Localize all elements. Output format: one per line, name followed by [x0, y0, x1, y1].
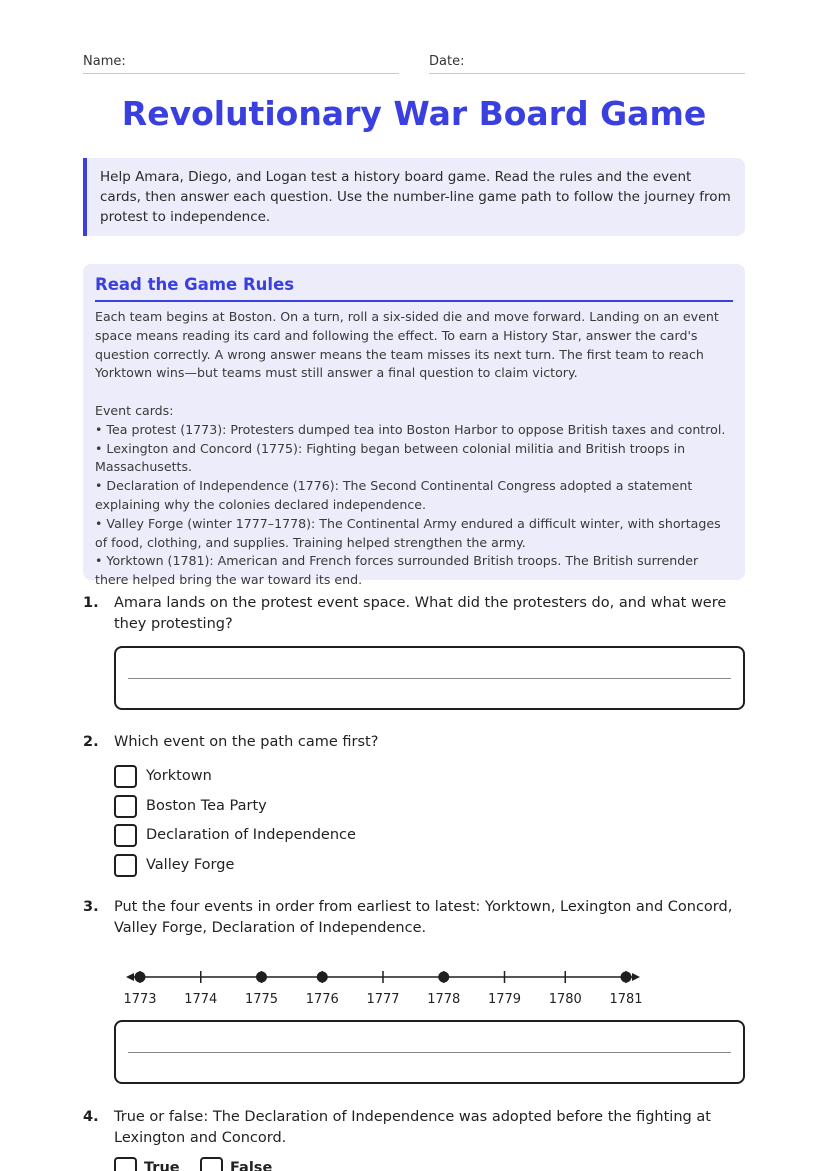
- question-2: [83, 732, 745, 753]
- rules-paragraph: Each team begins at Boston. On a turn, roll a six-sided die and move forward. Landing on an event space means reading its card and following the effect. To earn a History Star, answer the card's question correctly. A wrong answer means the team misses its next turn. The first team to reach Yorktown wins—but teams must still answer a final question to claim victory.: [95, 309, 719, 381]
- option-false[interactable]: [200, 1156, 272, 1171]
- number-line-point: [438, 972, 449, 983]
- event-card: • Declaration of Independence (1776): The Second Continental Congress adopted a statement explaining why the colonies declared independence.: [95, 478, 693, 512]
- checkbox[interactable]: [114, 1157, 137, 1171]
- name-field[interactable]: [83, 50, 399, 74]
- event-card: • Lexington and Concord (1775): Fighting began between colonial militia and British troops in Massachusetts.: [95, 440, 686, 475]
- answer-line: [128, 1052, 731, 1053]
- number-line-tick-label: 1780: [548, 992, 582, 1007]
- number-line-tick-label: 1773: [123, 992, 157, 1007]
- question-4: [83, 1107, 745, 1149]
- answer-box-1[interactable]: [114, 646, 745, 710]
- date-label: Date:: [429, 54, 465, 69]
- option-label: Boston Tea Party: [146, 798, 267, 814]
- question-number: 1.: [83, 595, 99, 611]
- number-line-point: [317, 972, 328, 983]
- question-text: Put the four events in order from earliest to latest: Yorktown, Lexington and Concord, Valley Forge, Declaration of Independence.: [114, 899, 733, 936]
- event-card: • Valley Forge (winter 1777–1778): The Continental Army endured a difficult winter, with shortages of food, clothing, and supplies. Training helped strengthen the army.: [95, 515, 721, 550]
- option-label: Declaration of Independence: [146, 827, 356, 843]
- intro-callout: Help Amara, Diego, and Logan test a history board game. Read the rules and the event cards, then answer each question. Use the number-line game path to follow the journey from protest to independence.: [83, 158, 745, 236]
- event-cards-label: Event cards:: [95, 402, 174, 418]
- number-line: [114, 962, 654, 1008]
- number-line-tick-label: 1779: [487, 992, 522, 1007]
- option-label: Valley Forge: [146, 857, 235, 873]
- number-line-tick-label: 1775: [244, 992, 279, 1007]
- date-field[interactable]: [429, 50, 745, 74]
- option-true[interactable]: [114, 1156, 180, 1171]
- question-number: 4.: [83, 1109, 99, 1125]
- number-line-point: [256, 972, 267, 983]
- name-date-header: [83, 50, 745, 74]
- rules-heading: Read the Game Rules: [95, 274, 733, 302]
- number-line-tick-label: 1774: [184, 992, 218, 1007]
- number-line-point: [621, 972, 632, 983]
- question-number: 3.: [83, 899, 99, 915]
- option-label: Yorktown: [146, 768, 212, 784]
- question-1: [83, 593, 745, 635]
- option-label: False: [230, 1160, 273, 1171]
- right-arrow-icon: [632, 973, 640, 981]
- rules-panel: [83, 264, 745, 588]
- checkbox[interactable]: [114, 854, 137, 877]
- checkbox[interactable]: [114, 765, 137, 788]
- number-line-tick-label: 1777: [366, 992, 400, 1007]
- page-title: Revolutionary War Board Game: [121, 94, 707, 133]
- event-card: • Tea protest (1773): Protesters dumped tea into Boston Harbor to oppose British taxes and control.: [95, 421, 726, 437]
- checkbox[interactable]: [114, 824, 137, 847]
- question-text: True or false: The Declaration of Independence was adopted before the fighting at Lexington and Concord.: [114, 1109, 711, 1146]
- event-card: • Yorktown (1781): American and French forces surrounded British troops. The British surrender there helped bring the war toward its end.: [95, 553, 699, 588]
- name-label: Name:: [83, 54, 126, 69]
- number-line-tick-label: 1778: [427, 992, 461, 1007]
- question-text: Amara lands on the protest event space. What did the protesters do, and what were they protesting?: [114, 595, 727, 632]
- number-line-point: [135, 972, 146, 983]
- question-3: [83, 897, 745, 939]
- option-boston-tea-party[interactable]: [114, 794, 267, 818]
- checkbox[interactable]: [200, 1157, 223, 1171]
- option-label: True: [144, 1160, 180, 1171]
- option-yorktown[interactable]: [114, 764, 212, 788]
- option-declaration[interactable]: [114, 823, 356, 847]
- left-arrow-icon: [126, 973, 134, 981]
- rules-body: [95, 308, 733, 590]
- answer-box-3[interactable]: [114, 1020, 745, 1084]
- number-line-tick-label: 1776: [305, 992, 339, 1007]
- question-text: Which event on the path came first?: [114, 734, 379, 750]
- option-valley-forge[interactable]: [114, 853, 234, 877]
- checkbox[interactable]: [114, 795, 137, 818]
- question-number: 2.: [83, 734, 99, 750]
- number-line-tick-label: 1781: [609, 992, 643, 1007]
- answer-line: [128, 678, 731, 679]
